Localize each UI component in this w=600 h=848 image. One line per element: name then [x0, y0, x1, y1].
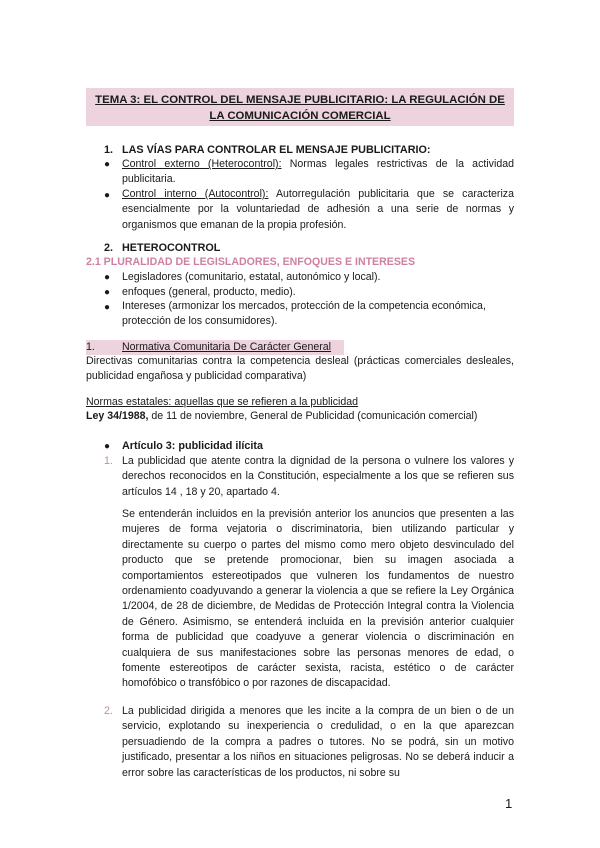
bullet-icon: ●	[104, 441, 111, 452]
bullet-icon: ●	[104, 159, 111, 170]
section-2-heading: HETEROCONTROL	[122, 242, 221, 254]
normativa-number: 1.	[86, 341, 95, 353]
paragraph-2-text: La publicidad dirigida a menores que les incite a la compra de un bien o de un servicio, explotando su inexperiencia o credulidad, o en la que aparezcan persuadiendo de la compra a padres o tutores. No se podrá, sin un motivo justificado, presentar a los niños en situaciones peligrosas. No se deberá inducir a error sobre las características de los productos, ni sobre su	[122, 705, 514, 779]
bullet-icon: ●	[104, 272, 111, 283]
control-interno-text: Autorregulación publicitaria que se caracteriza esencialmente por la voluntariedad de adhesión a una serie de normas y organismos que emanan de la propia profesión.	[122, 188, 514, 231]
enfoques-item: enfoques (general, producto, medio).	[122, 286, 296, 298]
control-externo-item	[122, 157, 514, 188]
ley-description: de 11 de noviembre, General de Publicidad (comunicación comercial)	[148, 410, 478, 422]
articulo-3-heading: Artículo 3: publicidad ilícita	[122, 440, 263, 452]
title-line-2: LA COMUNICACIÓN COMERCIAL	[209, 110, 391, 122]
section-1-heading: LAS VÍAS PARA CONTROLAR EL MENSAJE PUBLICITARIO:	[122, 144, 431, 156]
control-interno-label: Control interno (Autocontrol):	[122, 188, 269, 200]
bullet-icon: ●	[104, 190, 111, 201]
page-number: 1	[505, 796, 513, 811]
page-title	[86, 88, 514, 126]
normativa-heading: Normativa Comunitaria De Carácter General	[122, 341, 332, 353]
control-interno-item	[122, 187, 514, 233]
control-externo-text: Normas legales restrictivas de la actividad publicitaria.	[122, 158, 514, 186]
normativa-text: Directivas comunitarias contra la competencia desleal (prácticas comerciales desleales, publicidad engañosa y publicidad comparativa)	[86, 355, 514, 383]
intereses-item: Intereses (armonizar los mercados, protección de la competencia económica, protección de los consumidores).	[122, 300, 486, 328]
bullet-icon: ●	[104, 302, 111, 313]
paragraph-1-extra: Se entenderán incluidos en la previsión anterior los anuncios que presenten a las mujeres de forma vejatoria o discriminatoria, bien utilizando particular y directamente su cuerpo o partes del mismo como mero objeto desvinculado del producto que se pretende promocionar, bien su imagen asociada a comportamientos estereotipados que vulneren los fundamentos de nuestro ordenamiento coadyuvando a generar la violencia a que se refiere la Ley Orgánica 1/2004, de 28 de diciembre, de Medidas de Protección Integral contra la Violencia de Género. Asimismo, se entenderá incluida en la previsión anterior cualquier forma de publicidad que coadyuve a generar violencia o discriminación en cualquiera de sus manifestaciones sobre las personas menores de edad, o fomente estereotipos de carácter sexista, racista, estético o de carácter homofóbico o transfóbico o por razones de discapacidad.	[122, 508, 514, 690]
ley-line	[86, 409, 477, 424]
paragraph-2-number: 2.	[104, 705, 113, 717]
legisladores-item: Legisladores (comunitario, estatal, autonómico y local).	[122, 271, 381, 283]
ley-name: Ley 34/1988,	[86, 410, 149, 422]
section-2-number: 2.	[104, 242, 114, 254]
section-2-1-heading: 2.1 PLURALIDAD DE LEGISLADORES, ENFOQUES E INTERESES	[86, 256, 416, 268]
section-1-number: 1.	[104, 144, 114, 156]
bullet-icon: ●	[104, 287, 111, 298]
title-line-1: TEMA 3: EL CONTROL DEL MENSAJE PUBLICITARIO: LA REGULACIÓN DE	[95, 94, 505, 106]
paragraph-1-text: La publicidad que atente contra la dignidad de la persona o vulnere los valores y derechos reconocidos en la Constitución, especialmente a los que se refieren sus artículos 14 , 18 y 20, apartado 4.	[122, 455, 514, 498]
paragraph-1-number: 1.	[104, 455, 113, 467]
normas-estatales-heading: Normas estatales: aquellas que se refieren a la publicidad	[86, 396, 359, 408]
control-externo-label: Control externo (Heterocontrol):	[122, 158, 282, 170]
